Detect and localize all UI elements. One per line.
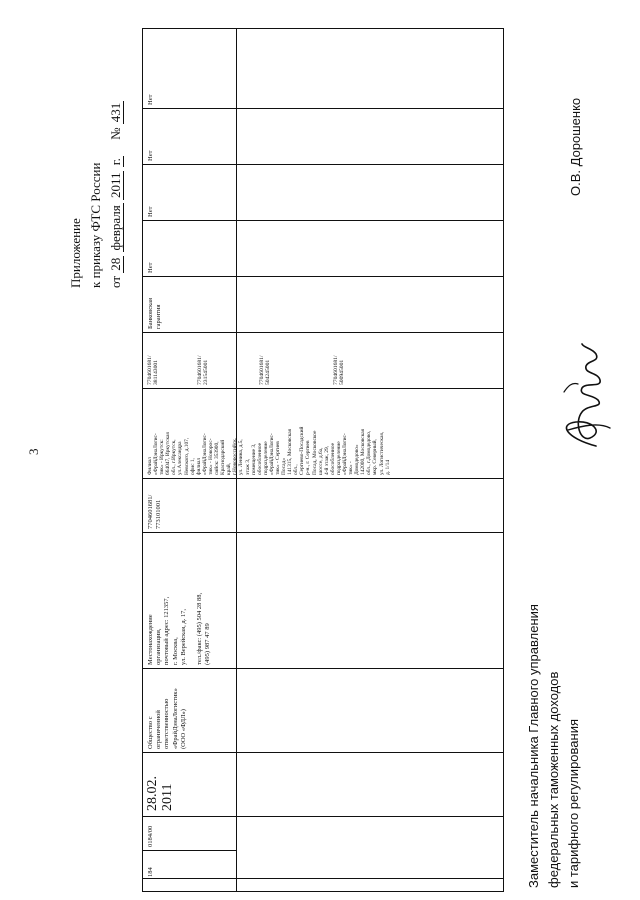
appendix-order-date: от 28 февраля 2011 г. № 431 — [108, 102, 123, 288]
registry-table — [142, 28, 504, 892]
order-month: февраля — [108, 205, 123, 251]
signatory-name: О.В. Дорошенко — [568, 97, 583, 196]
table-row — [143, 29, 391, 891]
signature-block — [506, 28, 636, 892]
row-branches: Филиал «ФрайДэнаЛогис- тик» - Иркутск: 664047, Иркутская обл., г.Иркутск, ул.Александра Невского, д.107, офис 1, филиал «ФрайДэнаЛогис- тик» - Новорос- сийск: 353900, Краснодарский край, г.Новороссийск, ул. Ленина, д.5, этаж 3, помещение 3, обособленное подразделение «ФрайДэнаЛогис- тик» - Сергиев Посад» 141315, Московская обл., Сергиево-Посадский р-н., г. Сергиев Посад, Московское шоссе, д.6а, 4-й этаж, 29, обособленное подразделение «ФрайДэнаЛогис- тик» - Домодедово» 142000, Московская обл., г.Домодедово, мкр. Северный, ул. Логистическая, д. 1/14 — [147, 426, 391, 475]
order-year: 2011 — [108, 172, 123, 199]
appendix-header — [66, 101, 126, 288]
appendix-order-ref: к приказу ФТС России — [88, 162, 103, 288]
handwritten-signature — [546, 342, 616, 452]
row-flag-1: Нет — [147, 262, 154, 273]
row-code: 0184/00 — [147, 825, 154, 847]
row-flag-3: Нет — [147, 150, 154, 161]
row-date: 28.02. 2011 — [145, 776, 175, 811]
signatory-title: Заместитель начальника Главного управления федеральных таможенных доходов и тарифного регулирования — [526, 604, 581, 888]
row-inn-kpp: 7704601681/ 773101001 — [147, 494, 163, 529]
appendix-title: Приложение — [68, 218, 83, 288]
order-number: 431 — [108, 102, 123, 123]
order-day: 28 — [108, 257, 123, 271]
row-flag-4: Нет — [147, 94, 154, 105]
row-flag-2: Нет — [147, 206, 154, 217]
row-branches-inn-kpp: 7704601681/ 381143001 7704601681/ 231545001 7704601681/ 504245001 7704601681/ 500945001 — [147, 355, 346, 385]
row-index: 184 — [147, 867, 154, 877]
column-divider — [143, 850, 237, 851]
page-number: 3 — [26, 448, 41, 455]
row-guarantee: Банковская гарантия — [147, 297, 163, 329]
row-location: Местонахождение организации, почтовый адрес: 121357, г. Москва, ул. Верейская, д. 17, тел./факс: (495) 504 28 88, (495) 987 47 89 — [147, 592, 212, 665]
row-organization: Общество с ограниченной ответственностью «ФрайДэнаЛогистик» (ООО «ФДЛ») — [147, 688, 187, 749]
